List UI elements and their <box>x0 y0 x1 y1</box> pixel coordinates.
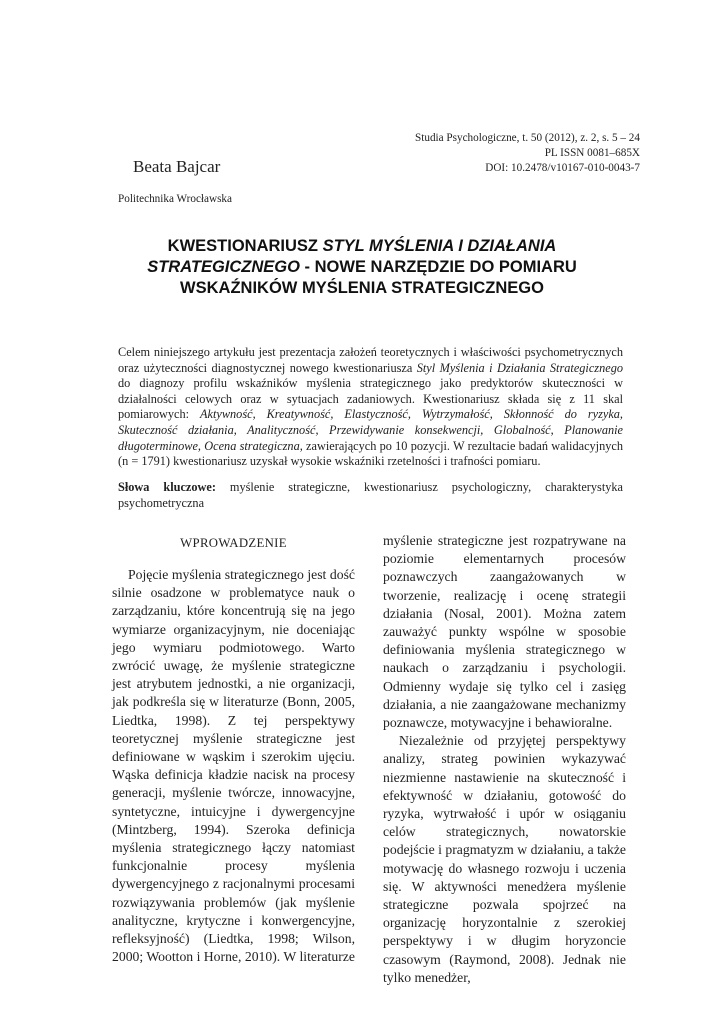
title-italic-2: STRATEGICZNEGO <box>147 258 300 276</box>
abstract-questionnaire-name: Styl Myślenia i Działania Strategicznego <box>416 360 623 375</box>
abstract-text-1: Celem niniejszego artykułu jest prezentacja założeń teoretycznych i właściwości psychometrycznych oraz użyteczności diagnostycznej nowego kwestionariusza <box>118 345 623 375</box>
keywords <box>118 480 623 511</box>
article-title <box>112 236 612 299</box>
abstract-text-3: zawierających po 10 pozycji. W rezultacie badań walidacyjnych (n = 1791) kwestionariusz uzyskał wysokie wskaźniki rzetelności i trafności pomiaru. <box>118 438 623 469</box>
author-name: Beata Bajcar <box>133 157 221 176</box>
keywords-text: myślenie strategiczne, kwestionariusz psychologiczny, charakterystyka psychometryczna <box>118 480 623 510</box>
journal-citation: Studia Psychologiczne, t. 50 (2012), z. 2, s. 5 – 24 <box>415 132 640 144</box>
abstract-text-2: do diagnozy profilu wskaźników myślenia strategicznego jako predyktorów skuteczności w działalności celowych oraz w sytuacjach zadaniowych. Kwestionariusz składa się z 11 skal pomiarowych: <box>118 376 623 422</box>
journal-info <box>415 131 640 176</box>
title-part-1: KWESTIONARIUSZ <box>167 237 323 255</box>
title-italic-1: STYL MYŚLENIA I DZIAŁANIA <box>322 237 557 255</box>
body-column-right <box>383 532 626 987</box>
abstract-scales: Aktywność, Kreatywność, Elastyczność, Wytrzymałość, Skłonność do ryzyka, Skuteczność działania, Analityczność, Przewidywanie konsekwencji, Globalność, Planowanie długoterminowe, Ocena strategiczna, <box>118 407 624 453</box>
author-affiliation: Politechnika Wrocławska <box>118 193 232 205</box>
paragraph: myślenie strategiczne jest rozpatrywane na poziomie elementarnych procesów poznawczych zaangażowanych w tworzenie, realizację i ocenę strategii działania (Nosal, 2001). Można zatem zauważyć punkty wspólne w sposobie definiowania myślenia strategicznego w naukach o zarządzaniu i psychologii. Odmienny wydaje się tylko cel i zasięg działania, a nie zaangażowane mechanizmy poznawcze, motywacyjne i behawioralne. <box>383 533 626 731</box>
keywords-label: Słowa kluczowe: <box>118 480 216 494</box>
body-column-left <box>112 566 355 966</box>
paragraph: Niezależnie od przyjętej perspektywy analizy, strateg powinien wykazywać niezmienne nastawienie na skuteczność i efektywność w działaniu, gotowość do ryzyka, wytrwałość i upór w osiąganiu celów strategicznych, nowatorskie podejście i pragmatyzm w działaniu, a także motywację do własnego rozwoju i uczenia się. W aktywności menedżera myślenie strategiczne pozwala spojrzeć na organizację horyzontalnie z szerokiej perspektywy i w długim horyzoncie czasowym (Raymond, 2008). Jednak nie tylko menedżer, <box>383 733 626 985</box>
journal-issn: PL ISSN 0081–685X <box>544 147 640 159</box>
journal-doi: DOI: 10.2478/v10167-010-0043-7 <box>485 162 640 174</box>
paragraph: Pojęcie myślenia strategicznego jest dość silnie osadzone w problematyce nauk o zarządzaniu, które koncentrują się na jego wymiarze organizacyjnym, nie doceniając jego wymiaru podmiotowego. Warto zwrócić uwagę, że myślenie strategiczne jest atrybutem jednostki, a nie organizacji, jak podkreśla się w literaturze (Bonn, 2005, Liedtka, 1998). Z tej perspektywy teoretycznej myślenie strategiczne jest definiowane w wąskim i szerokim ujęciu. Wąska definicja kładzie nacisk na procesy generacji, myślenie twórcze, innowacyjne, syntetyczne, intuicyjne i dywergencyjne (Mintzberg, 1994). Szeroka definicja myślenia strategicznego łączy natomiast funkcjonalnie procesy myślenia dywergencyjnego z racjonalnymi procesami rozwiązywania problemów (jak myślenie analityczne, krytyczne i konwergencyjne, refleksyjność) (Liedtka, 1998; Wilson, 2000; Wootton i Horne, 2010). W literaturze <box>112 567 355 965</box>
abstract <box>118 345 623 470</box>
title-part-2: - NOWE NARZĘDZIE DO POMIARU <box>299 258 577 276</box>
section-heading: WPROWADZENIE <box>180 536 287 550</box>
title-line-3: WSKAŹNIKÓW MYŚLENIA STRATEGICZNEGO <box>180 279 544 297</box>
